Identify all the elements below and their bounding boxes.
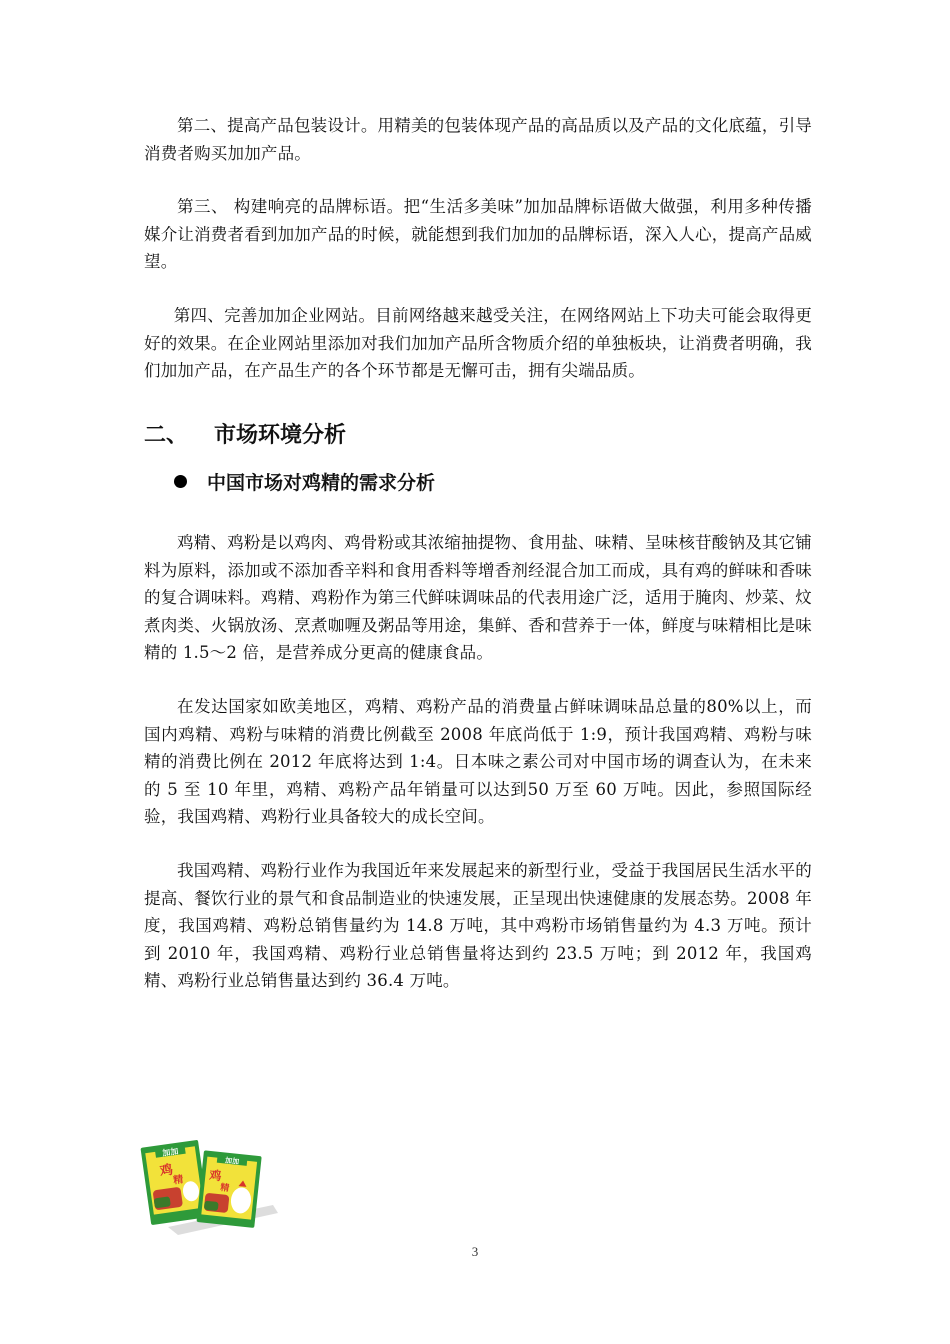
svg-text:精: 精 [172,1174,185,1187]
section-heading [144,418,346,449]
paragraph-company-website: 第四、完善加加企业网站。目前网络越来越受关注，在网络网站上下功夫可能会取得更好的效果。在企业网站里添加对我们加加产品所含物质介绍的单独板块，让消费者明确，我们加加产品，在产品生产的各个环节都是无懈可击，拥有尖端品质。 [144,305,812,381]
subsection-heading [174,468,435,495]
paragraph-brand-slogan: 第三、 构建响亮的品牌标语。把“生活多美味”加加品牌标语做大做强，利用多种传播媒介让消费者看到加加产品的时候，就能想到我们加加的品牌标语，深入人心，提高产品威望。 [144,197,812,272]
svg-text:精: 精 [219,1183,230,1195]
bullet-icon [174,475,187,488]
page-number: 3 [471,1244,479,1259]
section-number: 二、 [144,423,189,448]
svg-text:鸡: 鸡 [208,1168,223,1184]
market-analysis-body [144,529,812,995]
intro-section [144,112,812,385]
paragraph-packaging-design: 第二、提高产品包装设计。用精美的包装体现产品的高品质以及产品的文化底蕴，引导消费者购买加加产品。 [144,116,812,163]
product-package-image [138,1135,278,1235]
svg-text:加加: 加加 [224,1156,240,1166]
svg-text:鸡: 鸡 [158,1162,174,1180]
paragraph-industry-sales: 我国鸡精、鸡粉行业作为我国近年来发展起来的新型行业，受益于我国居民生活水平的提高、餐饮行业的景气和食品制造业的快速发展，正呈现出快速健康的发展态势。2008 年度，我国鸡精、鸡粉总销售量约为 14.8 万吨，其中鸡粉市场销售量约为 4.3 万吨。预计到 2010 年，我国鸡精、鸡粉行业总销售量将达到约 23.5 万吨；到 2012 年，我国鸡精、鸡粉行业总销售量达到约 36.4 万吨。 [144,860,812,991]
section-title: 市场环境分析 [214,423,347,448]
subsection-title: 中国市场对鸡精的需求分析 [207,472,436,494]
paragraph-chicken-essence-definition: 鸡精、鸡粉是以鸡肉、鸡骨粉或其浓缩抽提物、食用盐、味精、呈味核苷酸钠及其它铺料为原料，添加或不添加香辛料和食用香料等增香剂经混合加工而成，具有鸡的鲜味和香味的复合调味料。鸡精、鸡粉作为第三代鲜味调味品的代表用途广泛，适用于腌肉、炒菜、炆煮肉类、火锅放汤、烹煮咖喱及粥品等用途，集鲜、香和营养于一体，鲜度与味精相比是味精的 1.5～2 倍，是营养成分更高的健康食品。 [144,533,812,663]
paragraph-consumption-ratio: 在发达国家如欧美地区，鸡精、鸡粉产品的消费量占鲜味调味品总量的80%以上，而国内鸡精、鸡粉与味精的消费比例截至 2008 年底尚低于 1:9，预计我国鸡精、鸡粉与味精的消费比例在 2012 年底将达到 1:4。日本味之素公司对中国市场的调查认为，在未来的 5 至 10 年里，鸡精、鸡粉产品年销量可以达到50 万至 60 万吨。因此，参照国际经验，我国鸡精、鸡粉行业具备较大的成长空间。 [144,696,812,827]
chicken-essence-package-icon [138,1135,278,1235]
svg-text:加加: 加加 [161,1146,179,1158]
